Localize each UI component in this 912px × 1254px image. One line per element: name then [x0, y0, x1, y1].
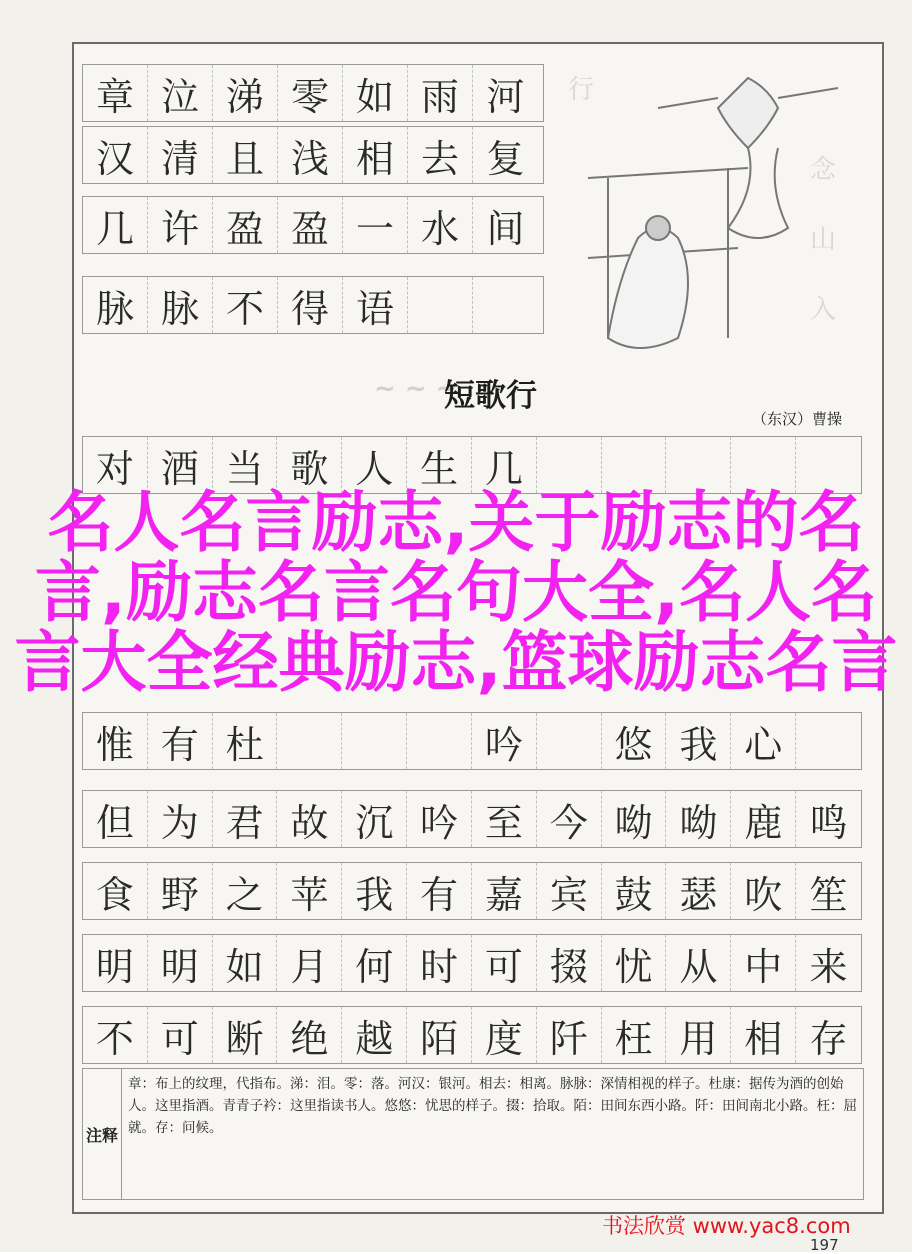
grid-cell: 吟 [407, 791, 472, 847]
overlay-headline: 名人名言励志,关于励志的名言,励志名言名句大全,名人名言大全经典励志,篮球励志名言 [14, 484, 898, 701]
grid-cell: 且 [213, 127, 278, 183]
grid-cell: 鹿 [731, 791, 796, 847]
grid-cell [408, 277, 473, 333]
grid-cell: 但 [83, 791, 148, 847]
poem-title: 短歌行 [444, 378, 537, 414]
grid-cell: 有 [407, 863, 472, 919]
notes-text: 章：布上的纹理，代指布。涕：泪。零：落。河汉：银河。相去：相离。脉脉：深情相视的样子。杜康：据传为酒的创始人。这里指酒。青青子衿：这里指读书人。悠悠：忧思的样子。掇：拾取。陌：田间东西小路。阡：田间南北小路。枉：屈就。存：问候。 [128, 1076, 857, 1136]
grid-cell: 相 [731, 1007, 796, 1063]
svg-text:念: 念 [810, 155, 837, 185]
grid-cell: 不 [83, 1007, 148, 1063]
grid-cell: 君 [213, 791, 278, 847]
grid-cell: 吟 [472, 713, 537, 769]
grid-cell: 沉 [342, 791, 407, 847]
grid-cell: 食 [83, 863, 148, 919]
grid-cell: 去 [408, 127, 473, 183]
grid-cell: 之 [213, 863, 278, 919]
grid-cell: 酒 [148, 437, 213, 493]
grid-cell: 用 [666, 1007, 731, 1063]
grid-cell: 雨 [408, 65, 473, 121]
grid-cell: 相 [343, 127, 408, 183]
grid-cell: 越 [342, 1007, 407, 1063]
svg-text:入: 入 [810, 295, 837, 325]
poem-grid-row [82, 862, 862, 920]
grid-cell: 间 [486, 206, 525, 251]
grid-cell: 瑟 [666, 863, 731, 919]
svg-text:山: 山 [810, 225, 837, 255]
grid-cell: 生 [407, 437, 472, 493]
notes-label: 注释 [83, 1069, 122, 1199]
grid-cell: 明 [148, 935, 213, 991]
grid-cell: 阡 [537, 1007, 602, 1063]
grid-cell: 心 [731, 713, 796, 769]
grid-cell: 今 [537, 791, 602, 847]
grid-cell: 不 [213, 277, 278, 333]
grid-cell: 至 [472, 791, 537, 847]
grid-cell: 得 [278, 277, 343, 333]
grid-cell: 苹 [277, 863, 342, 919]
grid-cell: 存 [809, 1016, 848, 1061]
grid-cell: 浅 [278, 127, 343, 183]
grid-cell: 何 [342, 935, 407, 991]
top-grid-row [82, 276, 544, 334]
top-grid-row [82, 196, 544, 254]
grid-cell [537, 713, 602, 769]
grid-cell: 复 [486, 136, 525, 181]
grid-cell: 有 [148, 713, 213, 769]
grid-cell: 一 [343, 197, 408, 253]
poem-author: （东汉）曹操 [752, 410, 843, 428]
grid-cell: 枉 [602, 1007, 667, 1063]
grid-cell: 杜 [213, 713, 278, 769]
grid-cell: 如 [343, 65, 408, 121]
grid-cell: 从 [666, 935, 731, 991]
poem-grid-row [82, 934, 862, 992]
grid-cell: 泣 [148, 65, 213, 121]
grid-cell: 来 [809, 944, 848, 989]
grid-cell: 度 [472, 1007, 537, 1063]
grid-cell: 我 [666, 713, 731, 769]
grid-cell: 呦 [602, 791, 667, 847]
grid-cell: 如 [213, 935, 278, 991]
grid-cell: 许 [148, 197, 213, 253]
grid-cell: 河 [486, 74, 525, 119]
poem-grid-row [82, 790, 862, 848]
grid-cell [342, 713, 407, 769]
grid-cell: 盈 [278, 197, 343, 253]
grid-cell: 可 [148, 1007, 213, 1063]
grid-cell [473, 277, 538, 333]
grid-cell: 笙 [809, 872, 848, 917]
grid-cell: 汉 [83, 127, 148, 183]
grid-cell: 野 [148, 863, 213, 919]
grid-cell: 脉 [83, 277, 148, 333]
ancient-figures-illustration [548, 58, 848, 358]
poem-grid-row [82, 1006, 862, 1064]
grid-cell [277, 713, 342, 769]
grid-cell: 忧 [602, 935, 667, 991]
grid-cell: 对 [83, 437, 148, 493]
grid-cell: 可 [472, 935, 537, 991]
grid-cell: 故 [277, 791, 342, 847]
grid-cell: 我 [342, 863, 407, 919]
grid-cell: 呦 [666, 791, 731, 847]
grid-cell: 掇 [537, 935, 602, 991]
grid-cell [796, 713, 861, 769]
grid-cell: 盈 [213, 197, 278, 253]
page-number: 197 [810, 1236, 839, 1254]
grid-cell: 当 [213, 437, 278, 493]
grid-cell: 明 [83, 935, 148, 991]
grid-cell: 宾 [537, 863, 602, 919]
grid-cell: 陌 [407, 1007, 472, 1063]
grid-cell: 零 [278, 65, 343, 121]
grid-cell: 绝 [277, 1007, 342, 1063]
grid-cell: 水 [408, 197, 473, 253]
poem-grid-row [82, 712, 862, 770]
grid-cell: 章 [83, 65, 148, 121]
grid-cell: 悠 [602, 713, 667, 769]
grid-cell: 脉 [148, 277, 213, 333]
top-grid-row [82, 126, 544, 184]
grid-cell: 鸣 [809, 800, 848, 845]
grid-cell: 中 [731, 935, 796, 991]
grid-cell: 月 [277, 935, 342, 991]
notes-box [82, 1068, 864, 1200]
grid-cell: 人 [342, 437, 407, 493]
grid-cell: 惟 [83, 713, 148, 769]
grid-cell: 清 [148, 127, 213, 183]
grid-cell [407, 713, 472, 769]
grid-cell: 几 [83, 197, 148, 253]
grid-cell: 鼓 [602, 863, 667, 919]
grid-cell: 断 [213, 1007, 278, 1063]
grid-cell: 语 [343, 277, 408, 333]
grid-cell: 为 [148, 791, 213, 847]
grid-cell: 几 [472, 437, 537, 493]
grid-cell: 嘉 [472, 863, 537, 919]
title-ghost-text: ~ ~ ~ [374, 374, 458, 404]
grid-cell: 歌 [277, 437, 342, 493]
top-grid-row [82, 64, 544, 122]
grid-cell: 吹 [731, 863, 796, 919]
grid-cell: 时 [407, 935, 472, 991]
site-watermark: 书法欣赏 www.yac8.com [602, 1214, 851, 1238]
svg-text:行: 行 [568, 75, 595, 105]
grid-cell: 涕 [213, 65, 278, 121]
